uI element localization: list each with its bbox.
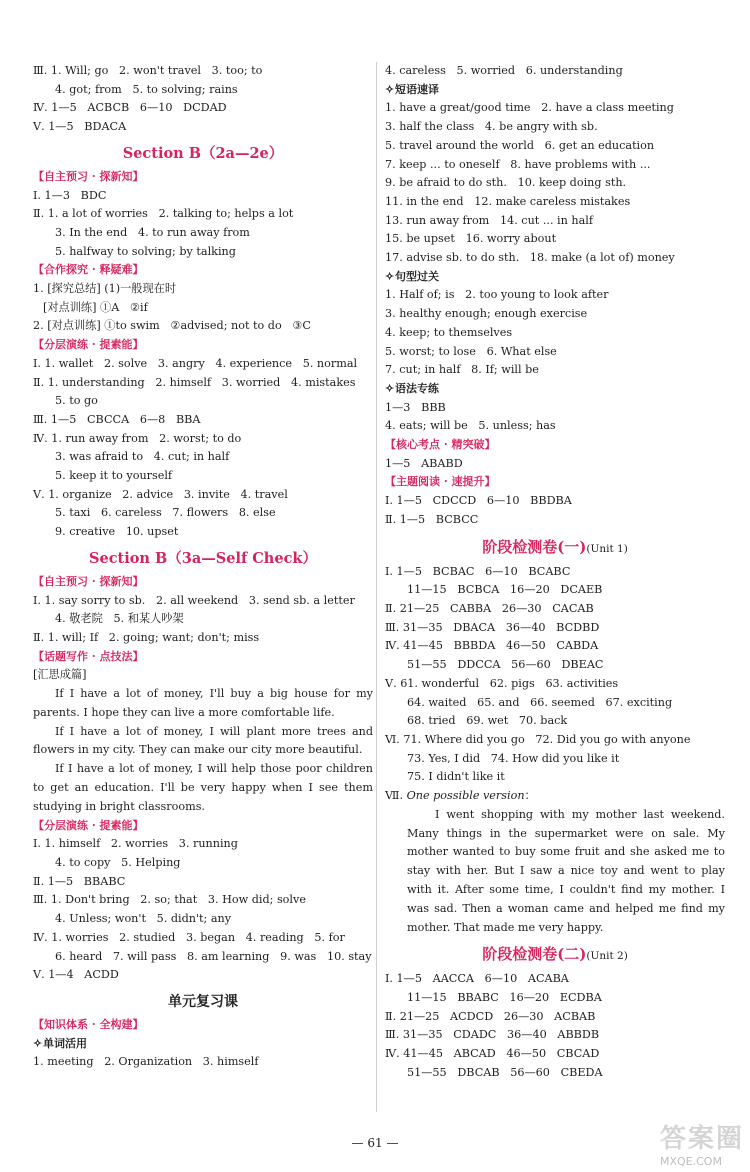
vii-label: Ⅶ.	[385, 789, 407, 803]
section-tag: 【话题写作 · 点技法】	[33, 649, 144, 663]
sub-heading	[385, 81, 725, 100]
sub-heading-label: 句型过关	[395, 269, 439, 283]
sub-heading	[385, 380, 725, 399]
review-title: 单元复习课	[168, 994, 238, 1010]
diamond-icon: ✧	[385, 82, 395, 96]
diamond-icon: ✧	[385, 269, 395, 283]
section-tag: 【分层演练 · 提素能】	[33, 338, 144, 352]
answer-line: Ⅳ. 41—45 BBBDA 46—50 CABDA	[385, 639, 599, 653]
left-column	[33, 62, 373, 1072]
answer-line: 1. meeting 2. Organization 3. himself	[33, 1055, 259, 1069]
answer-line: 5. worst; to lose 6. What else	[385, 344, 557, 358]
answer-line: 11. in the end 12. make careless mistakes	[385, 194, 631, 208]
sub-heading	[33, 1035, 373, 1054]
answer-line: 4. 敬老院 5. 和某人吵架	[55, 612, 184, 626]
answer-line: 68. tried 69. wet 70. back	[407, 714, 568, 728]
answer-line: 15. be upset 16. worry about	[385, 232, 557, 246]
answer-line: Ⅰ. 1. himself 2. worries 3. running	[33, 837, 238, 851]
stage-test-title	[385, 536, 725, 560]
answer-line: 3. was afraid to 4. cut; in half	[55, 450, 230, 464]
stage-test-title	[385, 943, 725, 967]
answer-line: Ⅲ. 31—35 CDADC 36—40 ABBDB	[385, 1028, 600, 1042]
answer-line: 64. waited 65. and 66. seemed 67. exciting	[407, 695, 673, 709]
answer-line: 4. eats; will be 5. unless; has	[385, 419, 556, 433]
answer-line: 6. heard 7. will pass 8. am learning 9. was 10. stay	[55, 949, 372, 963]
answer-line: 7. keep ... to oneself 8. have problems with ...	[385, 157, 651, 171]
answer-line: Ⅱ. 1. will; If 2. going; want; don't; miss	[33, 630, 260, 644]
answer-line: 4. careless 5. worried 6. understanding	[385, 64, 623, 77]
answer-line: 11—15 BBABC 16—20 ECDBA	[407, 991, 602, 1004]
answer-line: 2. [对点训练] ①to swim ②advised; not to do ③C	[33, 319, 311, 333]
vii-italic: One possible version	[406, 789, 525, 803]
answer-line: 3. In the end 4. to run away from	[55, 225, 250, 239]
answer-line: 17. advise sb. to do sth. 18. make (a lot of) money	[385, 251, 675, 265]
essay-paragraph: If I have a lot of money, I will plant more trees and flowers in my city. They can make our city more beautiful.	[33, 724, 373, 757]
answer-line: 1. Half of; is 2. too young to look after	[385, 288, 609, 302]
column-divider	[376, 62, 377, 1112]
stage-title-unit: (Unit 1)	[586, 542, 628, 555]
essay-label: [汇思成篇]	[33, 668, 87, 682]
answer-line	[385, 787, 725, 806]
answer-line: Ⅲ. 31—35 DBACA 36—40 BCDBD	[385, 620, 600, 634]
diamond-icon: ✧	[33, 1036, 43, 1050]
answer-line: 13. run away from 14. cut ... in half	[385, 213, 593, 227]
answer-line: Ⅰ. 1—3 BDC	[33, 188, 107, 202]
answer-line: Ⅳ. 1. worries 2. studied 3. began 4. reading 5. for	[33, 930, 345, 944]
answer-line: 1—5 ABABD	[385, 456, 463, 470]
essay-paragraph: If I have a lot of money, I will help those poor children to get an education. I'll be very happy when I see them studying in bright classrooms.	[33, 762, 373, 813]
right-column	[385, 62, 725, 1083]
answer-line: 7. cut; in half 8. If; will be	[385, 363, 539, 377]
answer-line: Ⅴ. 1—4 ACDD	[33, 968, 119, 982]
sub-heading-label: 短语速译	[395, 82, 439, 96]
answer-line: 5. halfway to solving; by talking	[55, 244, 236, 258]
sub-heading-label: 语法专练	[395, 381, 439, 395]
answer-line: Ⅲ. 1. Will; go 2. won't travel 3. too; to	[33, 64, 263, 77]
answer-line: Ⅱ. 1—5 BCBCC	[385, 512, 479, 526]
answer-line: 3. half the class 4. be angry with sb.	[385, 120, 598, 134]
section-tag: 【合作探究 · 释疑难】	[33, 263, 144, 277]
answer-line: 9. creative 10. upset	[55, 525, 179, 539]
answer-line: Ⅰ. 1—5 BCBAC 6—10 BCABC	[385, 564, 571, 578]
answer-line: Ⅲ. 1—5 CBCCA 6—8 BBA	[33, 412, 201, 426]
section-tag: 【知识体系 · 全构建】	[33, 1018, 144, 1031]
answer-line: 1. [探究总结] (1)一般现在时	[33, 282, 177, 296]
answer-line: Ⅵ. 71. Where did you go 72. Did you go with anyone	[385, 732, 691, 746]
section-tag: 【核心考点 · 精突破】	[385, 438, 496, 452]
answer-line: Ⅳ. 41—45 ABCAD 46—50 CBCAD	[385, 1047, 600, 1061]
answer-line: 4. keep; to themselves	[385, 325, 513, 339]
watermark-logo: 答案圈	[659, 1124, 744, 1154]
answer-line: Ⅰ. 1. wallet 2. solve 3. angry 4. experience 5. normal	[33, 356, 358, 370]
answer-line: 1—3 BBB	[385, 400, 446, 414]
answer-line: Ⅱ. 21—25 ACDCD 26—30 ACBAB	[385, 1009, 596, 1023]
answer-line: Ⅰ. 1. say sorry to sb. 2. all weekend 3. send sb. a letter	[33, 593, 355, 607]
section-tag: 【自主预习 · 探新知】	[33, 169, 144, 183]
answer-line: 51—55 DBCAB 56—60 CBEDA	[407, 1065, 603, 1079]
section-tag: 【自主预习 · 探新知】	[33, 574, 144, 588]
answer-line: Ⅱ. 1. a lot of worries 2. talking to; helps a lot	[33, 207, 294, 221]
answer-line: 4. to copy 5. Helping	[55, 856, 181, 870]
section-tag: 【主题阅读 · 速提升】	[385, 475, 496, 489]
sample-essay: I went shopping with my mother last weekend. Many things in the supermarket were on sale. My mother wanted to buy some fruit and she asked me to stay with her. But I saw a nice toy and went to play with it. After some time, I couldn't find my mother. I was sad. Then a woman came and helped me find my mother. That made me very happy.	[407, 807, 725, 934]
diamond-icon: ✧	[385, 381, 395, 395]
stage-title-unit: (Unit 2)	[586, 950, 628, 963]
stage-title-main: 阶段检测卷(二)	[482, 945, 587, 964]
vii-colon: ：	[524, 789, 536, 803]
sub-heading	[385, 268, 725, 287]
answer-line: 11—15 BCBCA 16—20 DCAEB	[407, 583, 603, 597]
answer-line: Ⅰ. 1—5 AACCA 6—10 ACABA	[385, 972, 569, 986]
answer-line: 5. travel around the world 6. get an education	[385, 138, 655, 152]
answer-line: 73. Yes, I did 74. How did you like it	[407, 751, 620, 765]
section-title: Section B（3a—Self Check）	[89, 549, 317, 567]
answer-line: 3. healthy enough; enough exercise	[385, 307, 588, 321]
page-number: — 61 —	[351, 1136, 399, 1150]
sub-heading-label: 单词活用	[43, 1036, 87, 1050]
answer-line: 75. I didn't like it	[407, 770, 505, 784]
section-title: Section B（2a—2e）	[122, 144, 284, 162]
answer-line: 1. have a great/good time 2. have a class meeting	[385, 101, 674, 115]
answer-line: 5. taxi 6. careless 7. flowers 8. else	[55, 506, 276, 520]
answer-line: [对点训练] ①A ②if	[43, 300, 148, 314]
answer-line: 4. Unless; won't 5. didn't; any	[55, 912, 232, 926]
answer-line: Ⅱ. 1. understanding 2. himself 3. worried 4. mistakes	[33, 375, 356, 389]
answer-line: Ⅱ. 1—5 BBABC	[33, 874, 126, 888]
answer-line: 5. to go	[55, 394, 98, 408]
section-tag: 【分层演练 · 提素能】	[33, 818, 144, 832]
answer-line: Ⅰ. 1—5 CDCCD 6—10 BBDBA	[385, 494, 572, 508]
answer-line: 51—55 DDCCA 56—60 DBEAC	[407, 658, 604, 672]
stage-title-main: 阶段检测卷(一)	[482, 537, 587, 556]
answer-line: Ⅱ. 21—25 CABBA 26—30 CACAB	[385, 601, 594, 615]
answer-line: Ⅴ. 1. organize 2. advice 3. invite 4. travel	[33, 487, 288, 501]
watermark-url: MXQE.COM	[659, 1155, 722, 1168]
answer-line: Ⅳ. 1—5 ACBCB 6—10 DCDAD	[33, 101, 227, 115]
watermark	[660, 1118, 744, 1168]
answer-line: Ⅳ. 1. run away from 2. worst; to do	[33, 431, 242, 445]
answer-line: Ⅴ. 1—5 BDACA	[33, 120, 127, 134]
essay-paragraph: If I have a lot of money, I'll buy a big house for my parents. I hope they can live a more comfortable life.	[33, 687, 373, 719]
answer-line: Ⅴ. 61. wonderful 62. pigs 63. activities	[385, 676, 619, 690]
answer-line: 5. keep it to yourself	[55, 469, 173, 483]
answer-line: 4. got; from 5. to solving; rains	[55, 82, 238, 96]
answer-line: 9. be afraid to do sth. 10. keep doing sth.	[385, 176, 627, 190]
answer-line: Ⅲ. 1. Don't bring 2. so; that 3. How did; solve	[33, 893, 306, 907]
